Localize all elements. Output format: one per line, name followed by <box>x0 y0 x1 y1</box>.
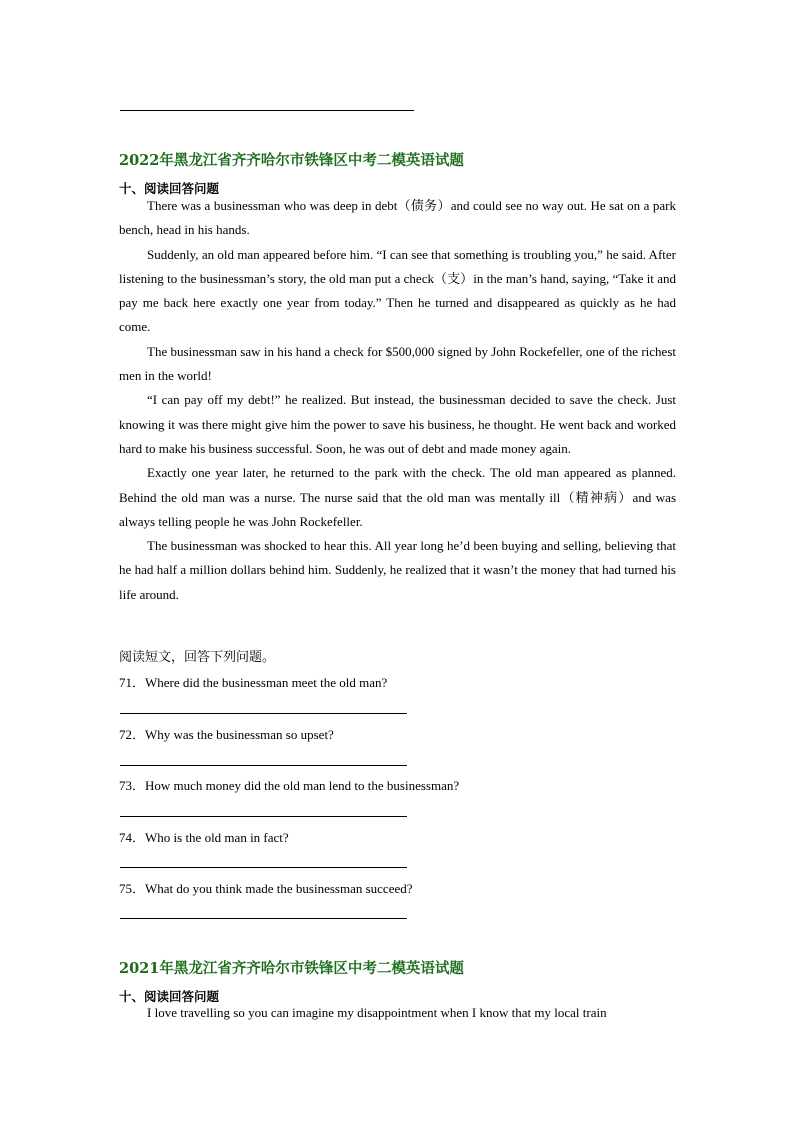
passage-paragraph: Exactly one year later, he returned to the park with the check. The old man appeared as planned. Behind the old man was a nurse. The nurse said that the old man was mentally ill（精神病）and was always telling people he was John Rockefeller. <box>119 465 676 529</box>
answer-line-75[interactable] <box>120 918 407 919</box>
passage-paragraph: The businessman was shocked to hear this. All year long he’d been buying and selling, believing that he had half a million dollars behind him. Suddenly, he realized that it wasn’t the money that had turned his life around. <box>119 538 676 602</box>
section2-passage-first-line: I love travelling so you can imagine my disappointment when I know that my local train <box>147 1005 607 1020</box>
section1-heading: 十、阅读回答问题 <box>119 181 220 196</box>
section1-title: 2022年黑龙江省齐齐哈尔市铁锋区中考二模英语试题 <box>119 152 464 169</box>
section1-passage <box>119 194 676 607</box>
question-71: 71．Where did the businessman meet the old man? <box>119 675 388 690</box>
question-73: 73．How much money did the old man lend to the businessman? <box>119 778 460 793</box>
reading-instruction: 阅读短文，回答下列问题。 <box>119 650 276 665</box>
question-72: 72．Why was the businessman so upset? <box>119 727 334 742</box>
passage-paragraph: “I can pay off my debt!” he realized. But instead, the businessman decided to save the check. Just knowing it was there might give him the power to save his business, he thought. He went back and worked hard to make his business successful. Soon, he was out of debt and made money again. <box>119 392 676 456</box>
answer-line-74[interactable] <box>120 867 407 868</box>
answer-line-72[interactable] <box>120 765 407 766</box>
passage-paragraph: The businessman saw in his hand a check for $500,000 signed by John Rockefeller, one of the richest men in the world! <box>119 343 676 384</box>
section2-title: 2021年黑龙江省齐齐哈尔市铁锋区中考二模英语试题 <box>119 960 464 977</box>
section2-heading: 十、阅读回答问题 <box>119 989 220 1004</box>
question-74: 74．Who is the old man in fact? <box>119 830 289 845</box>
question-75: 75．What do you think made the businessman succeed? <box>119 881 413 896</box>
passage-paragraph: There was a businessman who was deep in debt（债务）and could see no way out. He sat on a park bench, head in his hands. <box>119 198 676 238</box>
top-divider <box>120 110 414 111</box>
passage-paragraph: Suddenly, an old man appeared before him. “I can see that something is troubling you,” he said. After listening to the businessman’s story, the old man put a check（支）in the man’s hand, saying, “Take it and pay me back here exactly one year from today.” Then he turned and disappeared as quickly as he had come. <box>119 246 676 335</box>
answer-line-73[interactable] <box>120 816 407 817</box>
answer-line-71[interactable] <box>120 713 407 714</box>
